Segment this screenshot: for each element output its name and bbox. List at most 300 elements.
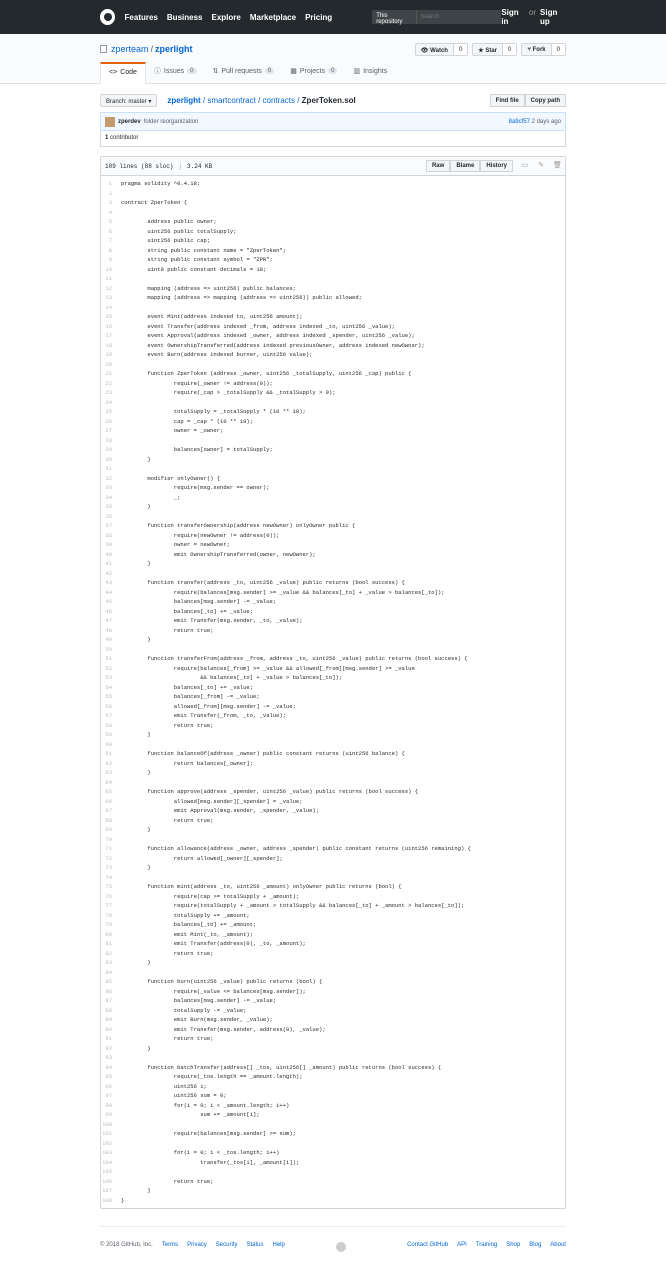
star-label: ★ Star [473, 44, 503, 55]
line-number[interactable]: 69 [105, 826, 112, 833]
line-content: uint256 i; [121, 1082, 207, 1090]
line-number[interactable]: 59 [105, 731, 112, 738]
line-content: balances[msg.sender] -= _value; [121, 997, 277, 1004]
line-content: require(msg.sender == owner); [121, 484, 270, 491]
github-mark-icon[interactable] [336, 1242, 346, 1252]
line-number[interactable]: 29 [105, 446, 112, 453]
file-viewer [100, 156, 566, 1209]
code-line [101, 521, 565, 531]
code-line [101, 1110, 565, 1120]
line-number[interactable]: 1 [108, 180, 112, 187]
code-line [101, 464, 565, 474]
footer-about[interactable]: About [550, 1242, 566, 1248]
line-number[interactable]: 89 [105, 1016, 112, 1023]
line-number[interactable]: 97 [105, 1092, 112, 1099]
code-line [101, 217, 565, 227]
code-line [101, 246, 565, 256]
line-content: balances[_to] += _value; [121, 607, 254, 615]
footer-api[interactable]: API [457, 1242, 467, 1248]
code-line [101, 958, 565, 968]
nav-features[interactable]: Features [124, 12, 158, 22]
trash-icon[interactable]: 🗑 [553, 162, 562, 169]
code-line [101, 911, 565, 921]
line-number[interactable]: 28 [105, 436, 112, 444]
code-line [101, 426, 565, 436]
tab-issues[interactable]: ⓘ Issues 0 [146, 62, 205, 83]
issue-icon: ⓘ [153, 68, 161, 75]
line-number[interactable]: 80 [105, 930, 112, 938]
code-line [101, 702, 565, 712]
line-number[interactable]: 88 [105, 1006, 112, 1014]
line-number[interactable]: 79 [105, 921, 112, 928]
code-line [101, 1006, 565, 1016]
line-number[interactable]: 56 [105, 702, 112, 710]
code-line [101, 920, 565, 930]
line-number[interactable]: 103 [102, 1149, 112, 1156]
commit-message[interactable]: folder reorganization [143, 118, 199, 125]
fork-count[interactable]: 0 [552, 44, 565, 55]
line-number[interactable]: 30 [105, 455, 112, 463]
code-line [101, 303, 565, 313]
line-number[interactable]: 20 [105, 360, 112, 368]
file-lines-info: 109 lines (88 sloc) [105, 162, 174, 170]
footer-contact[interactable]: Contact GitHub [407, 1242, 449, 1248]
line-content: emit Transfer(msg.sender, _to, _value); [121, 617, 303, 624]
line-content: totalSupply += _amount; [121, 911, 250, 919]
line-content: require(totalSupply + _amount > totalSupply && balances[_to] + _amount > balances[_to]); [121, 902, 465, 909]
footer-blog[interactable]: Blog [529, 1242, 542, 1248]
repo-title [100, 44, 193, 54]
line-content: } [121, 1044, 151, 1052]
line-content: } [121, 455, 151, 463]
breadcrumb-contracts[interactable]: contracts [262, 96, 295, 105]
tab-insights[interactable]: ▥ Insights [353, 67, 388, 75]
line-content: sum += _amount[i]; [121, 1111, 260, 1118]
line-content: balances[_from] -= _value; [121, 693, 260, 700]
desktop-icon[interactable]: ▭ [521, 162, 529, 169]
line-number[interactable]: 41 [105, 560, 112, 567]
line-number[interactable]: 90 [105, 1025, 112, 1033]
code-line [101, 987, 565, 997]
line-number[interactable]: 24 [105, 398, 112, 406]
avatar[interactable] [105, 117, 115, 127]
line-number[interactable]: 55 [105, 693, 112, 700]
line-number[interactable]: 72 [105, 854, 112, 862]
line-number[interactable]: 105 [102, 1168, 112, 1175]
line-content: uint256 sum = 0; [121, 1092, 227, 1099]
line-content: return true; [121, 1177, 214, 1185]
star-button[interactable] [472, 43, 517, 56]
tab-pull-requests[interactable]: ⇅ Pull requests 0 [205, 62, 283, 83]
footer-status[interactable]: Status [246, 1242, 264, 1248]
line-number[interactable]: 23 [105, 389, 112, 396]
line-number[interactable]: 65 [105, 788, 112, 795]
search-input[interactable] [417, 10, 501, 24]
line-number[interactable]: 37 [105, 522, 112, 529]
line-number[interactable]: 62 [105, 759, 112, 767]
code-line [101, 683, 565, 693]
line-number[interactable]: 54 [105, 683, 112, 691]
repo-name-link[interactable]: zperlight [155, 44, 193, 54]
line-number[interactable]: 67 [105, 807, 112, 814]
line-number[interactable]: 5 [108, 218, 112, 225]
line-number[interactable]: 76 [105, 892, 112, 900]
line-number[interactable]: 99 [105, 1111, 112, 1118]
line-content: mapping (address => mapping (address => uint256)) public allowed; [121, 294, 362, 301]
line-content: emit Burn(msg.sender, _value); [121, 1016, 273, 1023]
line-content: owner = newOwner; [121, 541, 230, 548]
line-number[interactable]: 101 [102, 1130, 112, 1137]
line-number[interactable]: 14 [105, 303, 112, 311]
code-line [101, 721, 565, 731]
breadcrumb-smartcontract[interactable]: smartcontract [207, 96, 256, 105]
line-number[interactable]: 13 [105, 294, 112, 301]
line-content: function burn(uint256 _value) public returns (bool) { [121, 978, 323, 985]
line-number[interactable]: 68 [105, 816, 112, 824]
repo-header [0, 34, 666, 84]
repo-tabs [100, 62, 395, 83]
line-number[interactable]: 81 [105, 940, 112, 947]
code-line [101, 787, 565, 797]
code-line [101, 607, 565, 617]
code-line [101, 996, 565, 1006]
line-number[interactable]: 47 [105, 617, 112, 624]
line-content: require(cap >= totalSupply + _amount); [121, 892, 300, 900]
line-content: return true; [121, 721, 214, 729]
line-number[interactable]: 91 [105, 1035, 112, 1042]
line-number[interactable]: 98 [105, 1101, 112, 1109]
line-number[interactable]: 25 [105, 408, 112, 415]
code-line [101, 1091, 565, 1101]
repo-actions [415, 43, 566, 56]
site-header [0, 0, 666, 34]
sign-in-link[interactable]: Sign in [501, 8, 519, 26]
breadcrumb-file: ZperToken.sol [301, 96, 356, 105]
line-number[interactable]: 53 [105, 674, 112, 681]
commit-author[interactable]: zperdev [118, 118, 141, 125]
code-line [101, 626, 565, 636]
line-number[interactable]: 42 [105, 569, 112, 577]
code-line [101, 749, 565, 759]
footer-shop[interactable]: Shop [506, 1242, 521, 1248]
watch-count[interactable]: 0 [454, 44, 467, 55]
line-content: require(_tos.length == _amount.length); [121, 1073, 303, 1080]
line-number[interactable]: 50 [105, 645, 112, 653]
or-label: or [528, 8, 537, 17]
line-number[interactable]: 61 [105, 750, 112, 757]
line-number[interactable]: 92 [105, 1044, 112, 1052]
code-line [101, 341, 565, 351]
line-number[interactable]: 31 [105, 465, 112, 472]
line-number[interactable]: 32 [105, 474, 112, 482]
line-number[interactable]: 34 [105, 493, 112, 501]
line-number[interactable]: 82 [105, 949, 112, 957]
code-line [101, 474, 565, 484]
path-actions [490, 94, 566, 107]
line-content: } [121, 769, 151, 776]
footer-copyright: © 2018 GitHub, Inc. [100, 1242, 153, 1248]
line-number[interactable]: 52 [105, 664, 112, 672]
line-content: function transferOwnership(address newOwner) onlyOwner public { [121, 522, 356, 529]
footer-terms[interactable]: Terms [161, 1242, 179, 1248]
blame-button[interactable]: Blame [450, 160, 480, 172]
line-number[interactable]: 93 [105, 1054, 112, 1061]
code-line [101, 797, 565, 807]
line-content: emit OwnershipTransferred(owner, newOwner); [121, 550, 316, 558]
line-content: } [121, 959, 151, 966]
branch-selector[interactable]: Branch: master ▾ [100, 94, 157, 107]
footer-privacy[interactable]: Privacy [187, 1242, 207, 1248]
history-button[interactable]: History [480, 160, 513, 172]
line-number[interactable]: 73 [105, 864, 112, 871]
line-content: require(balances[msg.sender] >= _value && balances[_to] + _value > balances[_to]); [121, 588, 445, 596]
line-number[interactable]: 9 [108, 256, 112, 263]
line-number[interactable]: 78 [105, 911, 112, 919]
contributors-count: 1 [105, 135, 109, 141]
line-number[interactable]: 63 [105, 769, 112, 776]
code-line [101, 512, 565, 522]
line-number[interactable]: 74 [105, 873, 112, 881]
footer-security[interactable]: Security [215, 1242, 238, 1248]
auth-links [501, 8, 566, 26]
line-content: function batchTransfer(address[] _tos, uint256[] _amount) public returns (bool success) { [121, 1063, 442, 1071]
repo-owner-link[interactable]: zperteam [111, 44, 149, 54]
line-number[interactable]: 45 [105, 598, 112, 605]
line-number[interactable]: 8 [108, 246, 112, 254]
watch-label: 👁 Watch [416, 44, 454, 55]
code-line [101, 730, 565, 740]
code-line [101, 1063, 565, 1073]
nav-explore[interactable]: Explore [211, 12, 241, 22]
line-number[interactable]: 35 [105, 503, 112, 510]
pencil-icon[interactable]: ✎ [538, 162, 544, 169]
line-number[interactable]: 96 [105, 1082, 112, 1090]
code-line [101, 350, 565, 360]
line-number[interactable]: 7 [108, 237, 112, 244]
line-number[interactable]: 104 [102, 1158, 112, 1166]
line-number[interactable]: 4 [108, 208, 112, 216]
code-line [101, 597, 565, 607]
line-number[interactable]: 21 [105, 370, 112, 377]
fork-button[interactable] [521, 43, 566, 56]
code-line [101, 673, 565, 683]
code-line [101, 588, 565, 598]
line-number[interactable]: 12 [105, 284, 112, 292]
line-number[interactable]: 106 [102, 1177, 112, 1185]
line-number[interactable]: 75 [105, 883, 112, 890]
code-line [101, 407, 565, 417]
file-tools [426, 160, 561, 172]
line-number[interactable]: 49 [105, 636, 112, 643]
line-content: string public constant symbol = "ZPR"; [121, 256, 273, 263]
line-number[interactable]: 43 [105, 579, 112, 586]
line-content: function transferFrom(address _from, address _to, uint256 _value) public returns (bool success) { [121, 655, 468, 662]
watch-button[interactable] [415, 43, 468, 56]
line-content: emit Transfer(msg.sender, address(0), _value); [121, 1025, 326, 1033]
line-number[interactable]: 10 [105, 265, 112, 273]
footer-training[interactable]: Training [475, 1242, 498, 1248]
line-number[interactable]: 16 [105, 322, 112, 330]
line-number[interactable]: 107 [102, 1187, 112, 1194]
line-content: balances[msg.sender] -= _value; [121, 598, 277, 605]
code-line [101, 1186, 565, 1196]
line-number[interactable]: 100 [102, 1120, 112, 1128]
code-line [101, 635, 565, 645]
line-content: return allowed[_owner][_spender]; [121, 854, 283, 862]
code-line [101, 198, 565, 208]
github-logo-icon[interactable] [100, 9, 115, 25]
line-number[interactable]: 3 [108, 199, 112, 206]
code-line [101, 930, 565, 940]
line-content: require(_owner != address(0)); [121, 379, 273, 387]
line-number[interactable]: 6 [108, 227, 112, 235]
line-number[interactable]: 27 [105, 427, 112, 434]
line-number[interactable]: 51 [105, 655, 112, 662]
line-content: transfer(_tos[i], _amount[i]); [121, 1158, 300, 1166]
breadcrumb-root[interactable]: zperlight [167, 96, 201, 105]
tab-code[interactable]: <> Code [100, 62, 146, 84]
code-line [101, 255, 565, 265]
code-line [101, 569, 565, 579]
line-content: event Burn(address indexed burner, uint256 value); [121, 351, 313, 358]
code-line [101, 208, 565, 218]
line-number[interactable]: 83 [105, 959, 112, 966]
main-content [100, 93, 566, 1209]
line-number[interactable]: 71 [105, 845, 112, 852]
line-number[interactable]: 84 [105, 968, 112, 976]
contributors[interactable] [100, 131, 566, 147]
line-number[interactable]: 77 [105, 902, 112, 909]
line-content: event Transfer(address indexed _from, address indexed _to, uint256 _value); [121, 322, 395, 330]
line-content: contract ZperToken { [121, 199, 188, 206]
star-count[interactable]: 0 [503, 44, 516, 55]
find-file-button[interactable]: Find file [490, 94, 525, 107]
code-line [101, 806, 565, 816]
file-size: 3.24 KB [187, 162, 213, 170]
line-number[interactable]: 108 [102, 1196, 112, 1204]
code-line [101, 1034, 565, 1044]
commit-meta [509, 119, 561, 125]
line-content: } [121, 731, 151, 738]
line-content: require(balances[msg.sender] >= sum); [121, 1130, 296, 1137]
code-line [101, 493, 565, 503]
line-number[interactable]: 17 [105, 332, 112, 339]
line-number[interactable]: 70 [105, 835, 112, 843]
code-line [101, 265, 565, 275]
line-number[interactable]: 44 [105, 588, 112, 596]
nav-pricing[interactable]: Pricing [305, 12, 333, 22]
line-content: balances[_to] += _value; [121, 683, 254, 691]
line-number[interactable]: 46 [105, 607, 112, 615]
file-header: 109 lines (88 sloc) | 3.24 KB Raw Blame History ▭ ✎ 🗑 [101, 157, 565, 176]
sign-up-link[interactable]: Sign up [540, 8, 558, 26]
code-line [101, 1120, 565, 1130]
line-number[interactable]: 94 [105, 1063, 112, 1071]
line-content: emit Mint(_to, _amount); [121, 930, 254, 938]
repo-icon [100, 45, 107, 53]
code-line [101, 293, 565, 303]
line-content: for(i = 0; i < _tos.length; i++) [121, 1149, 280, 1156]
code-line [101, 578, 565, 588]
line-number[interactable]: 57 [105, 712, 112, 719]
line-number[interactable]: 15 [105, 313, 112, 320]
line-content: event Approval(address indexed _owner, address indexed _spender, uint256 _value); [121, 332, 415, 339]
code-line [101, 825, 565, 835]
line-number[interactable]: 85 [105, 978, 112, 985]
copy-path-button[interactable]: Copy path [525, 94, 566, 107]
code-line [101, 1044, 565, 1054]
commit-time: 2 days ago [531, 118, 561, 125]
line-content: return true; [121, 626, 214, 634]
code-line [101, 1139, 565, 1149]
code-line [101, 1082, 565, 1092]
line-number[interactable]: 36 [105, 512, 112, 520]
line-content: return balances[_owner]; [121, 759, 254, 767]
line-content: uint256 public cap; [121, 237, 211, 244]
nav-business[interactable]: Business [166, 12, 203, 22]
line-number[interactable]: 11 [105, 275, 112, 282]
line-number[interactable]: 86 [105, 987, 112, 995]
line-number[interactable]: 2 [108, 189, 112, 197]
line-number[interactable]: 22 [105, 379, 112, 387]
code-line [101, 360, 565, 370]
code-line [101, 322, 565, 332]
raw-button[interactable]: Raw [426, 160, 450, 172]
breadcrumb: zperlight / smartcontract / contracts / ZperToken.sol [167, 96, 356, 105]
line-number[interactable]: 33 [105, 484, 112, 491]
line-content: modifier onlyOwner() { [121, 474, 221, 482]
code-line [101, 844, 565, 854]
line-number[interactable]: 39 [105, 541, 112, 548]
line-number[interactable]: 102 [102, 1139, 112, 1147]
line-number[interactable]: 18 [105, 341, 112, 349]
line-number[interactable]: 95 [105, 1073, 112, 1080]
line-number[interactable]: 26 [105, 417, 112, 425]
tab-projects[interactable]: ▦ Projects 0 [282, 62, 345, 83]
nav-marketplace[interactable]: Marketplace [249, 12, 297, 22]
site-footer [100, 1226, 566, 1252]
code-line [101, 379, 565, 389]
line-number[interactable]: 48 [105, 626, 112, 634]
line-number[interactable]: 87 [105, 997, 112, 1004]
code-line [101, 882, 565, 892]
line-content: && balances[_to] + _value > balances[_to]); [121, 674, 343, 681]
code-line [101, 1015, 565, 1025]
line-number[interactable]: 66 [105, 797, 112, 805]
line-number[interactable]: 58 [105, 721, 112, 729]
footer-help[interactable]: Help [272, 1242, 285, 1248]
code-line [101, 977, 565, 987]
line-number[interactable]: 40 [105, 550, 112, 558]
line-content: } [121, 1187, 151, 1194]
line-content: emit Transfer(address(0), _to, _amount); [121, 940, 306, 947]
line-number[interactable]: 64 [105, 778, 112, 786]
code-line [101, 873, 565, 883]
line-number[interactable]: 38 [105, 531, 112, 539]
line-content: function mint(address _to, uint256 _amount) onlyOwner public returns (bool) { [121, 883, 402, 890]
line-content: function transfer(address _to, uint256 _value) public returns (bool success) { [121, 579, 405, 586]
line-content: owner = _owner; [121, 427, 224, 434]
line-number[interactable]: 19 [105, 351, 112, 358]
repo-title-separator: / [150, 44, 154, 54]
line-content: return true; [121, 816, 214, 824]
line-content: function allowance(address _owner, address _spender) public constant returns (uint256 remaining) { [121, 845, 471, 852]
contributors-label: contributor [110, 135, 139, 141]
line-content: string public constant name = "ZperToken"; [121, 246, 287, 254]
line-content: require(balances[_from] >= _value && allowed[_from][msg.sender] >= _value [121, 664, 415, 672]
line-number[interactable]: 60 [105, 740, 112, 748]
commit-sha[interactable]: 8a9cf57 [508, 118, 530, 125]
